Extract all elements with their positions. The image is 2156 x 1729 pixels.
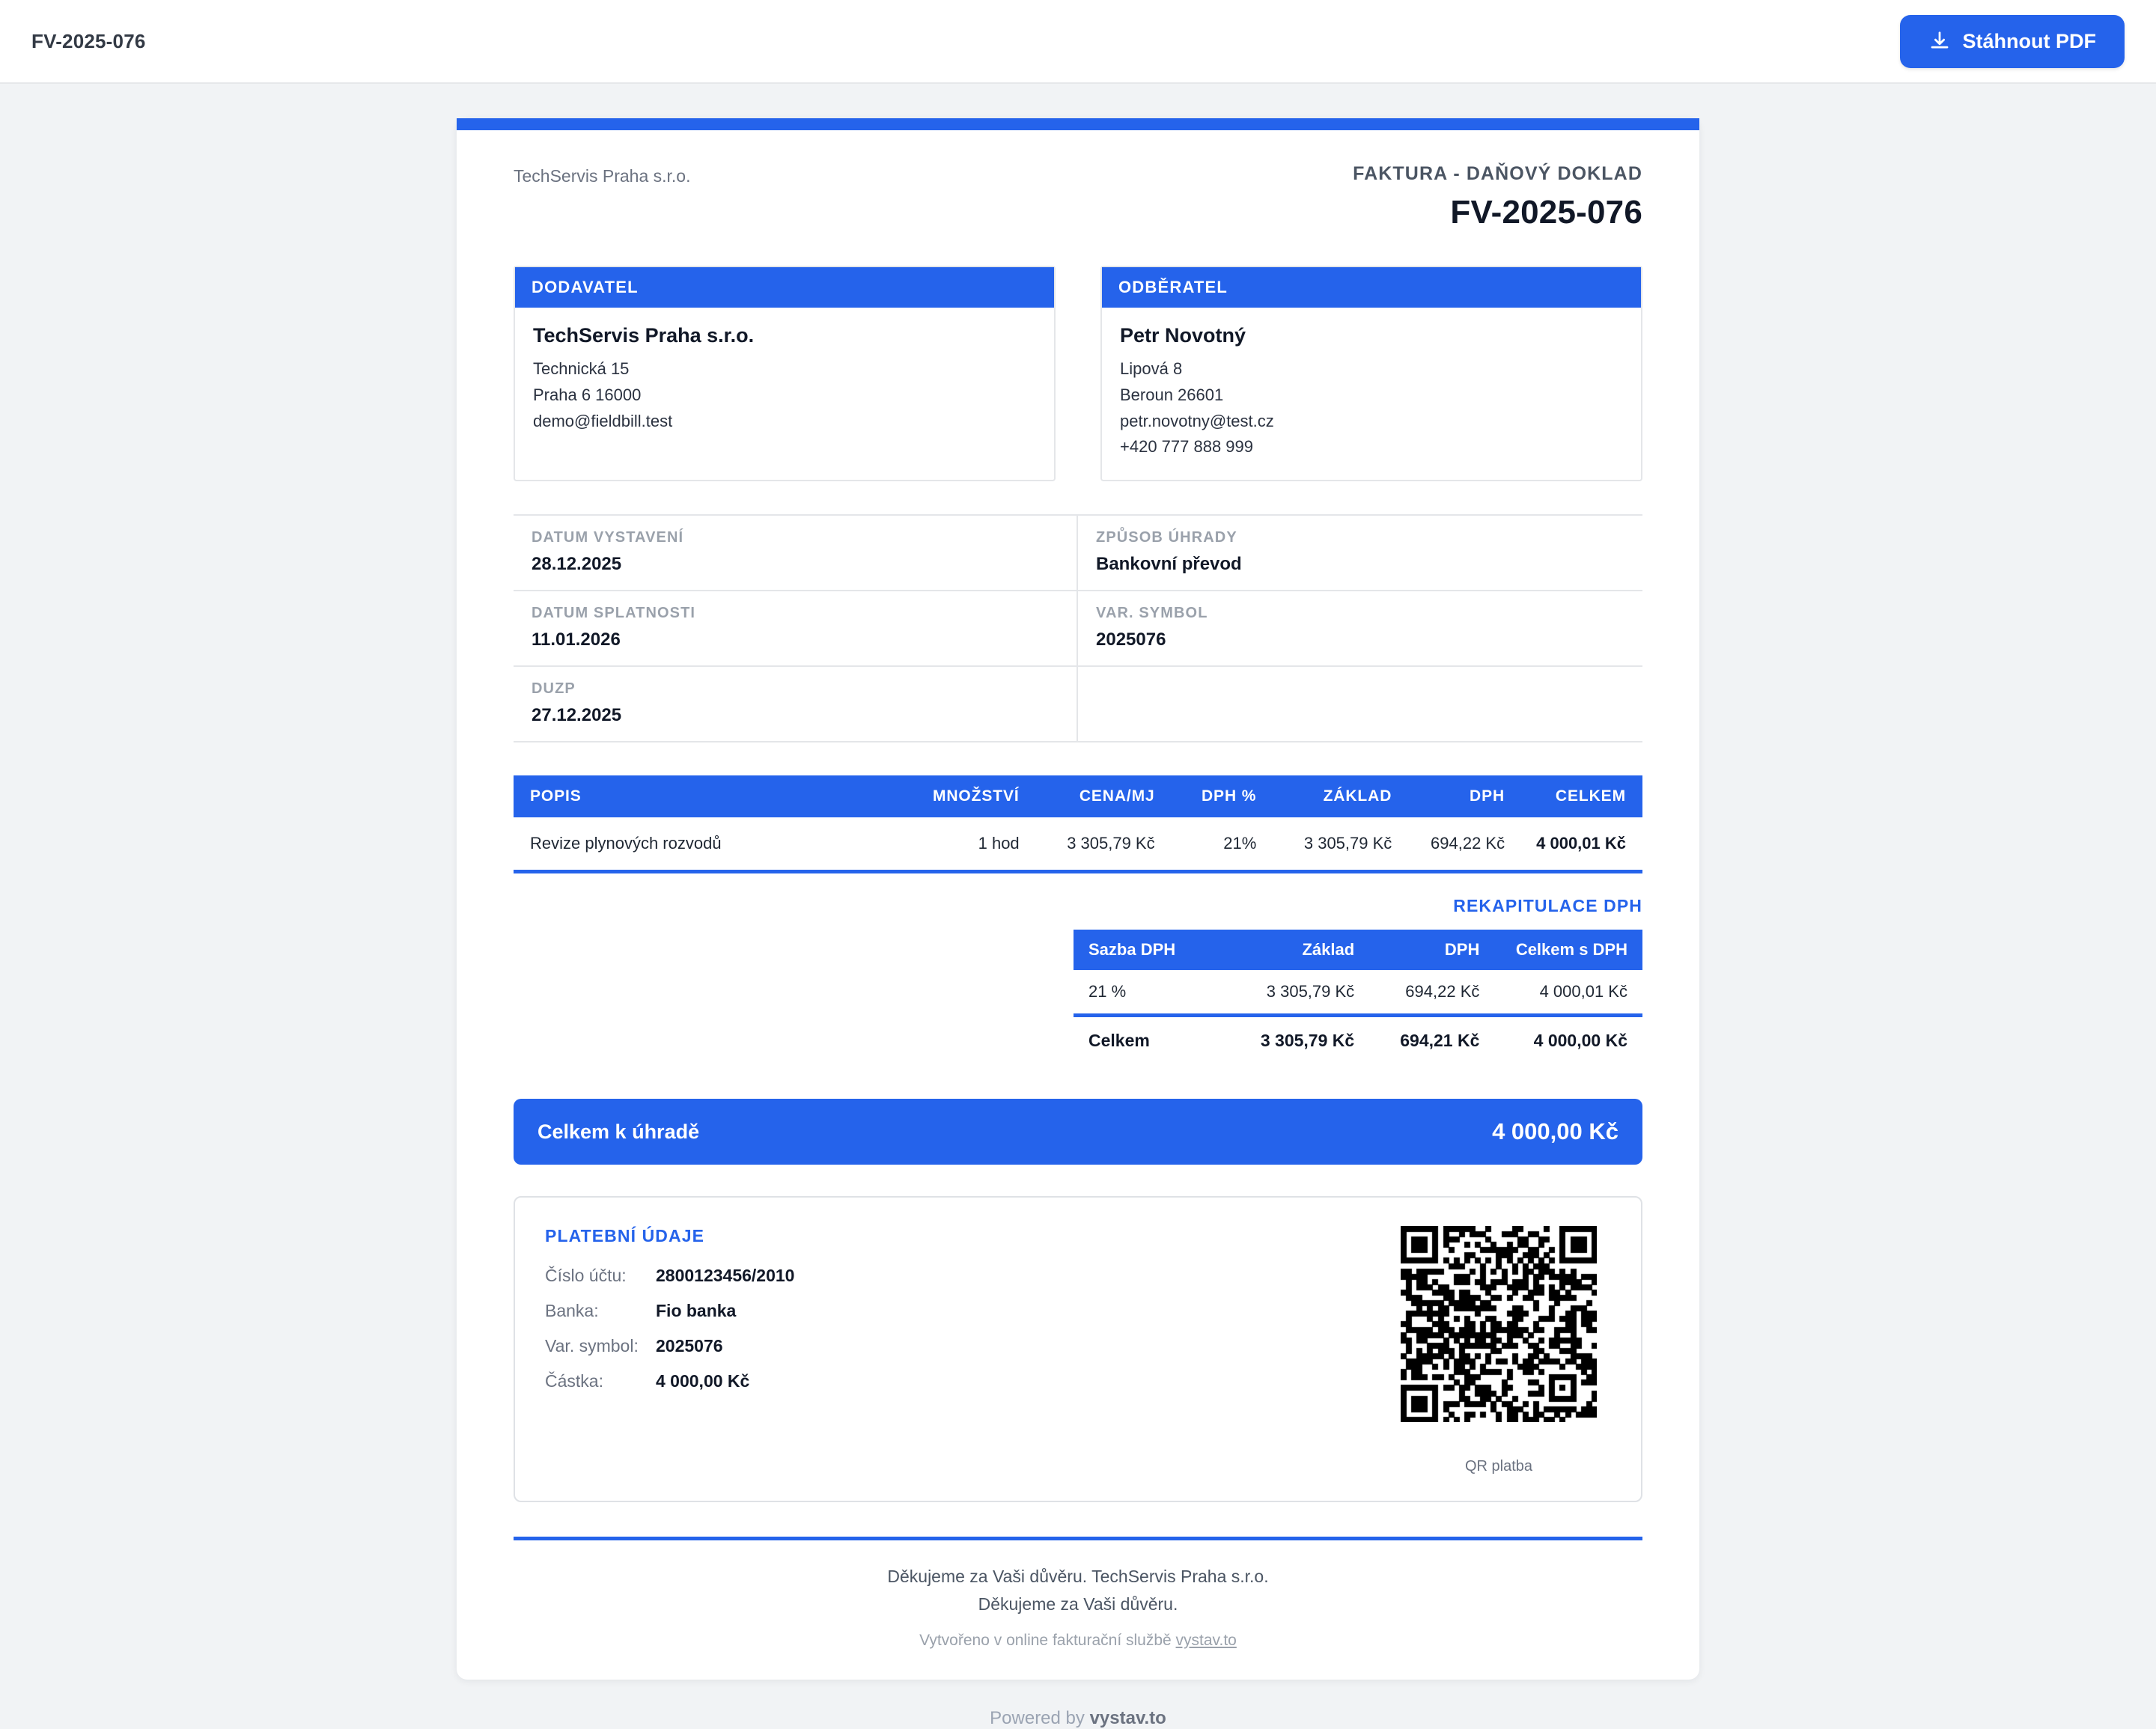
payment-account-value: 2800123456/2010 [656,1266,795,1285]
recap-col-vat: DPH [1369,930,1494,970]
supplier-name: TechServis Praha s.r.o. [533,324,755,347]
meta-variable-symbol [1078,591,1642,667]
meta-issue-date-label: DATUM VYSTAVENÍ [532,529,684,546]
supplier-city: Praha 6 16000 [533,385,642,404]
recap-total-label: Celkem [1088,1031,1150,1050]
payment-amount-label: Částka: [545,1371,603,1391]
thanks-line-1: Děkujeme za Vaši důvěru. TechServis Praha s.r.o. [887,1567,1269,1586]
parties-section [514,266,1642,481]
qr-caption: QR platba [1464,1458,1533,1475]
recap-total-vat: 694,21 Kč [1400,1031,1480,1050]
payment-vs-row [545,1336,1386,1356]
meta-due-date-value: 11.01.2026 [532,629,621,650]
customer-heading: ODBĚRATEL [1102,267,1641,308]
cell-description: Revize plynových rozvodů [514,817,898,872]
cell-vat-rate: 21% [1169,817,1270,872]
col-unit-price: CENA/MJ [1033,775,1169,817]
thanks-line-2: Děkujeme za Vaši důvěru. [978,1594,1178,1614]
col-quantity: MNOŽSTVÍ [898,775,1033,817]
payment-details-title: PLATEBNÍ ÚDAJE [545,1226,705,1245]
col-vat-rate: DPH % [1169,775,1270,817]
customer-box [1100,266,1642,481]
document-type-label: FAKTURA - DAŇOVÝ DOKLAD [1353,163,1642,184]
vat-recap-total-row [1074,1016,1642,1065]
page-body [0,84,2156,1728]
col-vat: DPH [1405,775,1518,817]
invoice-footer [514,1537,1642,1650]
invoice-card [457,118,1699,1680]
col-description: POPIS [514,775,898,817]
powered-by-prefix: Powered by [990,1707,1090,1728]
col-total: CELKEM [1518,775,1642,817]
meta-issue-date [514,516,1078,591]
download-pdf-button[interactable] [1900,15,2125,68]
created-by-line [514,1632,1642,1650]
payment-bank-label: Banka: [545,1301,599,1320]
app-header [0,0,2156,84]
invoice-number: FV-2025-076 [1450,194,1642,231]
cell-total: 4 000,01 Kč [1518,817,1642,872]
meta-payment-method [1078,516,1642,591]
download-pdf-label: Stáhnout PDF [1962,29,2096,52]
invoice-header [514,163,1642,266]
issuer-company-name: TechServis Praha s.r.o. [514,166,691,186]
meta-duzp-label: DUZP [532,680,576,697]
col-base: ZÁKLAD [1270,775,1405,817]
customer-street: Lipová 8 [1120,359,1183,378]
payment-bank-value: Fio banka [656,1301,737,1320]
meta-variable-symbol-value: 2025076 [1096,629,1166,650]
payment-details-box [514,1196,1642,1502]
items-table-header-row [514,775,1642,817]
meta-due-date-label: DATUM SPLATNOSTI [532,605,696,621]
invoice-meta-grid [514,514,1642,742]
download-icon [1928,30,1951,52]
recap-cell-base: 3 305,79 Kč [1222,970,1370,1016]
customer-city: Beroun 26601 [1120,385,1224,404]
cell-base: 3 305,79 Kč [1270,817,1405,872]
recap-col-total: Celkem s DPH [1494,930,1642,970]
card-accent-bar [457,118,1699,130]
payment-vs-value: 2025076 [656,1336,723,1356]
meta-issue-date-value: 28.12.2025 [532,554,622,574]
recap-total-total: 4 000,00 Kč [1533,1031,1627,1050]
qr-code-icon [1401,1226,1597,1422]
recap-col-base: Základ [1222,930,1370,970]
supplier-street: Technická 15 [533,359,630,378]
payment-vs-label: Var. symbol: [545,1336,639,1356]
cell-unit-price: 3 305,79 Kč [1033,817,1169,872]
vat-recap-table [1074,930,1642,1064]
meta-due-date [514,591,1078,667]
amount-due-value: 4 000,00 Kč [1492,1118,1618,1144]
recap-cell-rate: 21 % [1074,970,1222,1016]
meta-empty-cell [1078,667,1642,742]
payment-bank-row [545,1301,1386,1321]
recap-total-base: 3 305,79 Kč [1260,1031,1355,1050]
recap-col-rate: Sazba DPH [1074,930,1222,970]
vat-recap-header-row [1074,930,1642,970]
powered-by-brand: vystav.to [1089,1707,1166,1728]
items-table [514,775,1642,873]
supplier-heading: DODAVATEL [515,267,1054,308]
customer-name: Petr Novotný [1120,324,1246,347]
supplier-box [514,266,1056,481]
vat-recap-section [514,896,1642,1064]
vat-recap-title: REKAPITULACE DPH [1453,896,1642,915]
meta-payment-method-label: ZPŮSOB ÚHRADY [1096,529,1237,546]
meta-duzp-value: 27.12.2025 [532,705,622,725]
customer-phone: +420 777 888 999 [1120,437,1254,457]
cell-quantity: 1 hod [898,817,1033,872]
payment-account-row [545,1266,1386,1286]
meta-payment-method-value: Bankovní převod [1096,554,1242,574]
table-row [1074,970,1642,1016]
page-title: FV-2025-076 [31,29,146,52]
payment-amount-row [545,1371,1386,1391]
recap-cell-vat: 694,22 Kč [1369,970,1494,1016]
amount-due-bar [514,1099,1642,1165]
meta-duzp [514,667,1078,742]
meta-variable-symbol-label: VAR. SYMBOL [1096,605,1208,621]
recap-cell-total: 4 000,01 Kč [1494,970,1642,1016]
supplier-email: demo@fieldbill.test [533,411,673,430]
payment-amount-value: 4 000,00 Kč [656,1371,750,1391]
amount-due-label: Celkem k úhradě [538,1120,700,1143]
vystav-link[interactable]: vystav.to [1175,1631,1237,1649]
created-by-prefix: Vytvořeno v online fakturační službě [919,1631,1176,1649]
payment-account-label: Číslo účtu: [545,1266,627,1285]
customer-email: petr.novotny@test.cz [1120,411,1274,430]
cell-vat: 694,22 Kč [1405,817,1518,872]
powered-by [990,1708,1166,1729]
table-row [514,817,1642,872]
